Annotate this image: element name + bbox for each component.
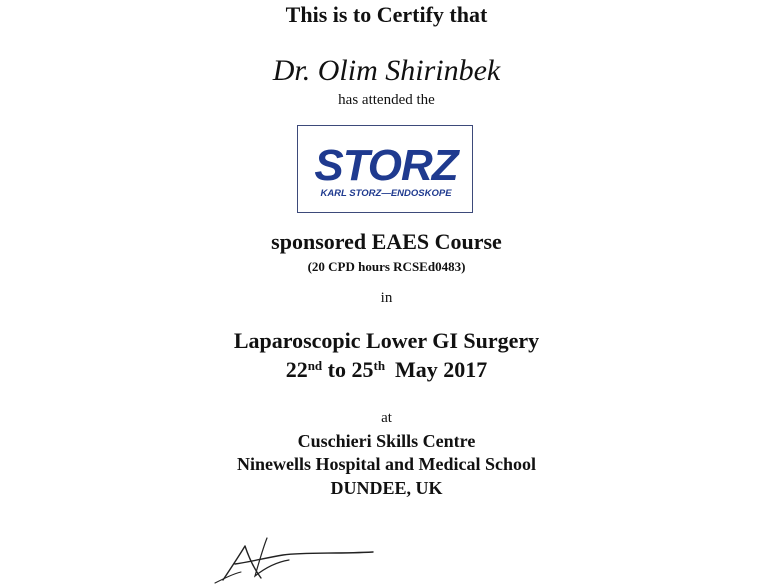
to-text: to [327, 357, 346, 382]
month-year: May 2017 [395, 357, 488, 382]
course-dates [0, 357, 773, 383]
attended-text: has attended the [338, 92, 435, 108]
end-day: 25 [351, 357, 374, 382]
venue-line-3: DUNDEE, UK [330, 478, 443, 498]
sponsored-text: sponsored EAES Course [271, 229, 502, 254]
signature-mark [205, 528, 375, 585]
course-title: Laparoscopic Lower GI Surgery [233, 328, 540, 353]
start-day: 22 [285, 357, 308, 382]
at-text: at [381, 410, 392, 426]
start-day-suffix: nd [307, 358, 323, 373]
storz-logo-icon [298, 126, 474, 214]
certificate-heading: This is to Certify that [285, 2, 488, 27]
logo-tagline: KARL STORZ—ENDOSKOPE [320, 188, 452, 199]
recipient-name: Dr. Olim Shirinbek [272, 54, 501, 87]
sponsor-logo [297, 125, 473, 213]
venue-line-2: Ninewells Hospital and Medical School [236, 454, 537, 474]
in-text: in [380, 290, 393, 306]
logo-brand: STORZ [314, 141, 458, 190]
venue-line-1: Cuschieri Skills Centre [297, 431, 476, 451]
cpd-text: (20 CPD hours RCSEd0483) [307, 259, 466, 274]
end-day-suffix: th [373, 358, 386, 373]
